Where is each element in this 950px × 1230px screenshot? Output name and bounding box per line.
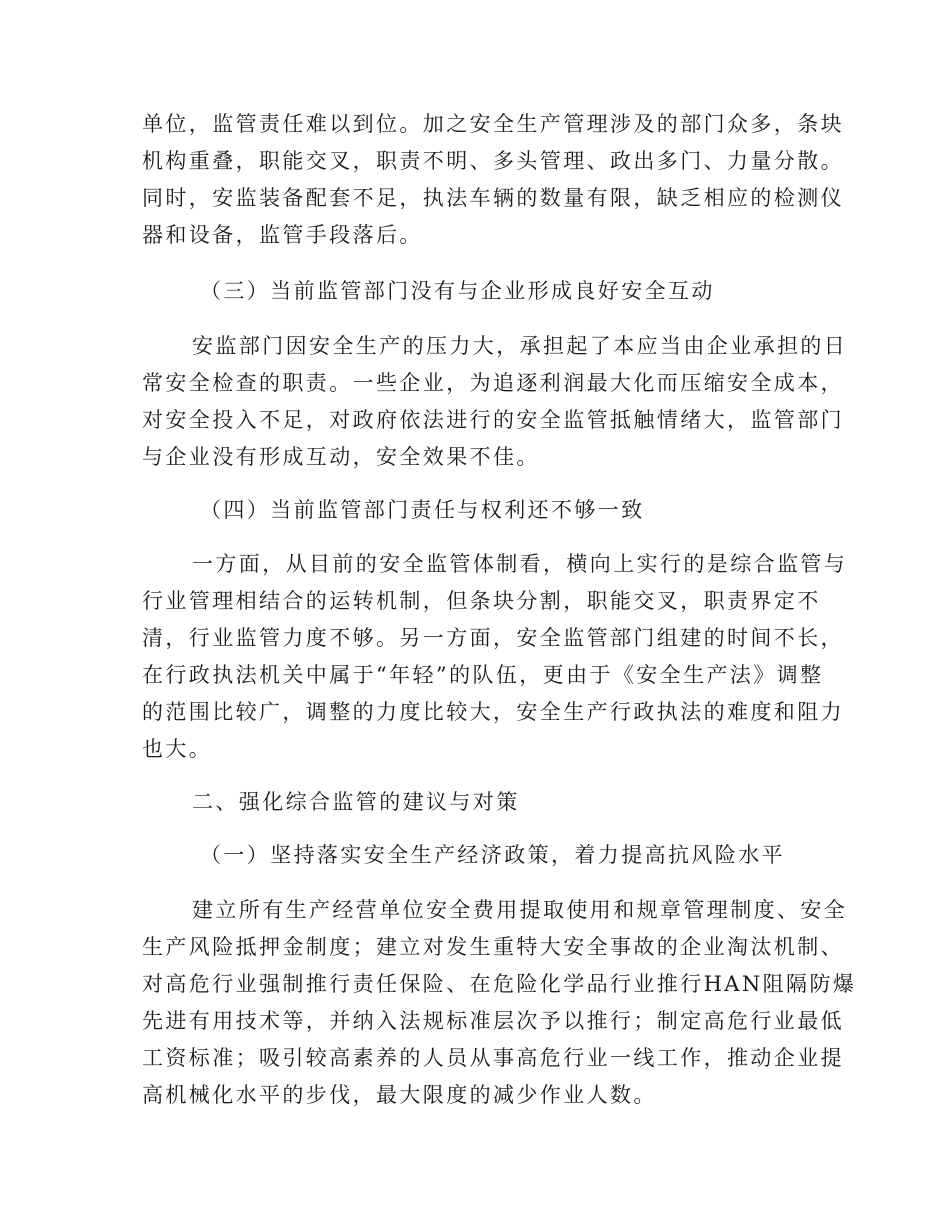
paragraph-line: 与企业没有形成互动，安全效果不佳。 [142, 445, 540, 469]
paragraph-line: 先进有用技术等，并纳入法规标准层次予以推行；制定高危行业最低 [142, 1009, 844, 1033]
paragraph-line: 在行政执法机关中属于“年轻”的队伍，更由于《安全生产法》调整 [142, 663, 824, 687]
section-heading: （三）当前监管部门没有与企业形成良好安全互动 [200, 279, 715, 303]
paragraph-line: 工资标准；吸引较高素养的人员从事高危行业一线工作，推动企业提 [142, 1046, 844, 1070]
chapter-heading: 二、强化综合监管的建议与对策 [192, 790, 520, 814]
paragraph-line: 也大。 [142, 737, 213, 761]
paragraph-line: 高机械化水平的步伐，最大限度的减少作业人数。 [142, 1083, 657, 1107]
paragraph-line: 对高危行业强制推行责任保险、在危险化学品行业推行HAN阻隔防爆 [142, 972, 857, 996]
section-heading: （四）当前监管部门责任与权利还不够一致 [200, 498, 645, 522]
paragraph-line: 的范围比较广，调整的力度比较大，安全生产行政执法的难度和阻力 [142, 700, 844, 724]
paragraph-line: 安监部门因安全生产的压力大，承担起了本应当由企业承担的日 [192, 334, 848, 358]
section-heading: （一）坚持落实安全生产经济政策，着力提高抗风险水平 [200, 843, 785, 867]
paragraph-line: 对安全投入不足，对政府依法进行的安全监管抵触情绪大，监管部门 [142, 408, 844, 432]
paragraph-line: 机构重叠，职能交叉，职责不明、多头管理、政出多门、力量分散。 [142, 149, 844, 173]
paragraph-line: 器和设备，监管手段落后。 [142, 223, 423, 247]
paragraph-line: 单位，监管责任难以到位。加之安全生产管理涉及的部门众多，条块 [142, 112, 844, 136]
paragraph-line: 常安全检查的职责。一些企业，为追逐利润最大化而压缩安全成本， [142, 371, 844, 395]
paragraph-line: 生产风险抵押金制度；建立对发生重特大安全事故的企业淘汰机制、 [142, 935, 844, 959]
paragraph-line: 建立所有生产经营单位安全费用提取使用和规章管理制度、安全 [192, 898, 848, 922]
paragraph-line: 行业管理相结合的运转机制，但条块分割，职能交叉，职责界定不 [142, 589, 821, 613]
paragraph-line: 同时，安监装备配套不足，执法车辆的数量有限，缺乏相应的检测仪 [142, 186, 844, 210]
paragraph-line: 清，行业监管力度不够。另一方面，安全监管部门组建的时间不长， [142, 626, 844, 650]
paragraph-line: 一方面，从目前的安全监管体制看，横向上实行的是综合监管与 [192, 552, 848, 576]
